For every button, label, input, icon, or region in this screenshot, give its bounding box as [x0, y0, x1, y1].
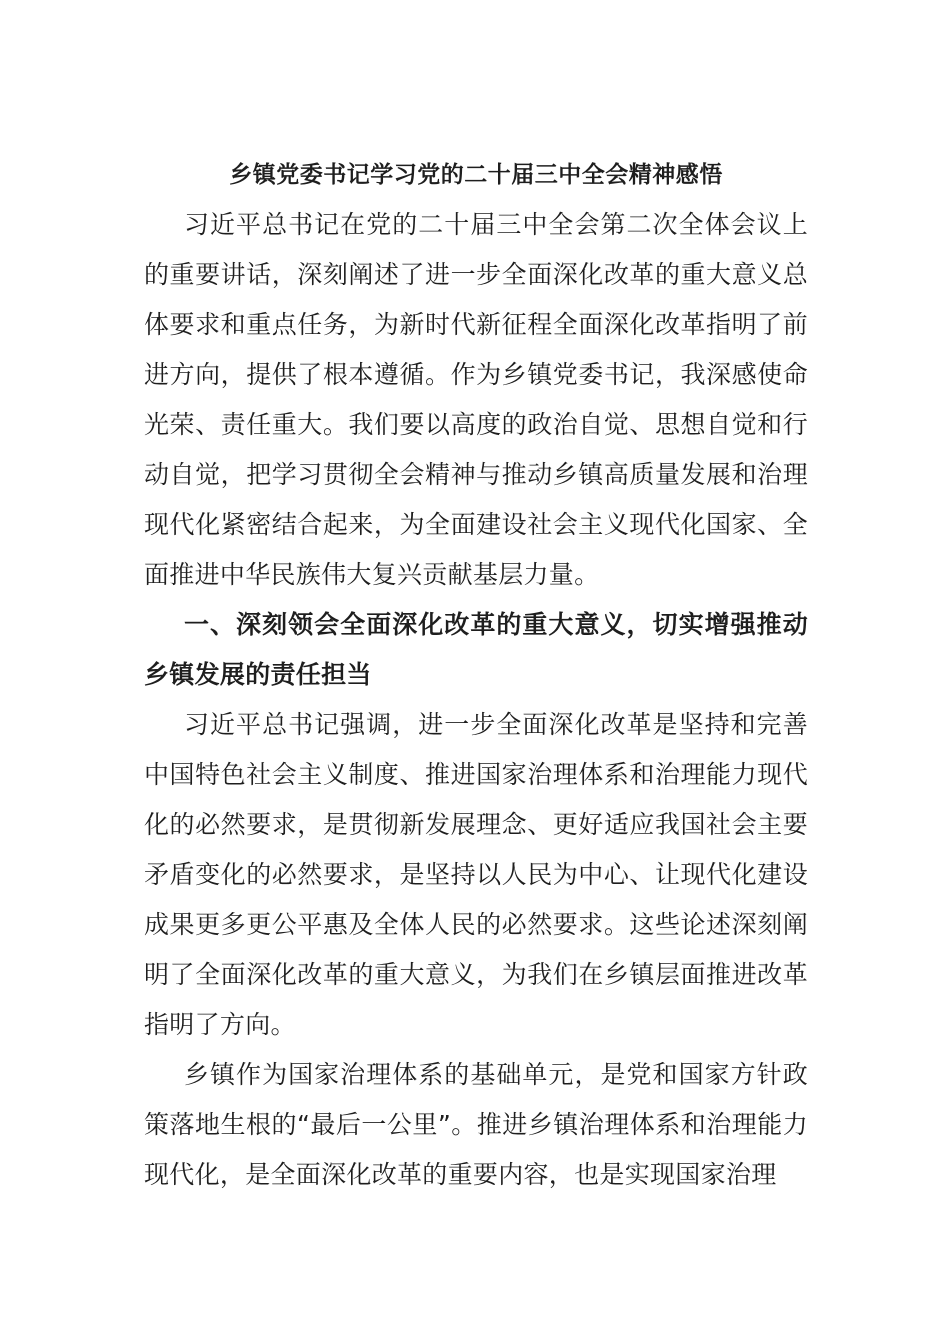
paragraph-township-role: 乡镇作为国家治理体系的基础单元，是党和国家方针政策落地生根的“最后一公里”。推进乡镇治理体系和治理能力现代化，是全面深化改革的重要内容，也是实现国家治理 [144, 1060, 808, 1189]
paragraph-section-1: 习近平总书记强调，进一步全面深化改革是坚持和完善中国特色社会主义制度、推进国家治理体系和治理能力现代化的必然要求，是贯彻新发展理念、更好适应我国社会主要矛盾变化的必然要求，是坚持以人民为中心、让现代化建设成果更多更公平惠及全体人民的必然要求。这些论述深刻阐明了全面深化改革的重大意义，为我们在乡镇层面推进改革指明了方向。 [144, 710, 808, 1039]
document-title: 乡镇党委书记学习党的二十届三中全会精神感悟 [229, 162, 723, 188]
section-heading-1: 一、深刻领会全面深化改革的重大意义，切实增强推动乡镇发展的责任担当 [144, 610, 808, 689]
paragraph-intro: 习近平总书记在党的二十届三中全会第二次全体会议上的重要讲话，深刻阐述了进一步全面深化改革的重大意义总体要求和重点任务，为新时代新征程全面深化改革指明了前进方向，提供了根本遵循。作为乡镇党委书记，我深感使命光荣、责任重大。我们要以高度的政治自觉、思想自觉和行动自觉，把学习贯彻全会精神与推动乡镇高质量发展和治理现代化紧密结合起来，为全面建设社会主义现代化国家、全面推进中华民族伟大复兴贡献基层力量。 [144, 210, 808, 589]
document-body [144, 150, 808, 1200]
